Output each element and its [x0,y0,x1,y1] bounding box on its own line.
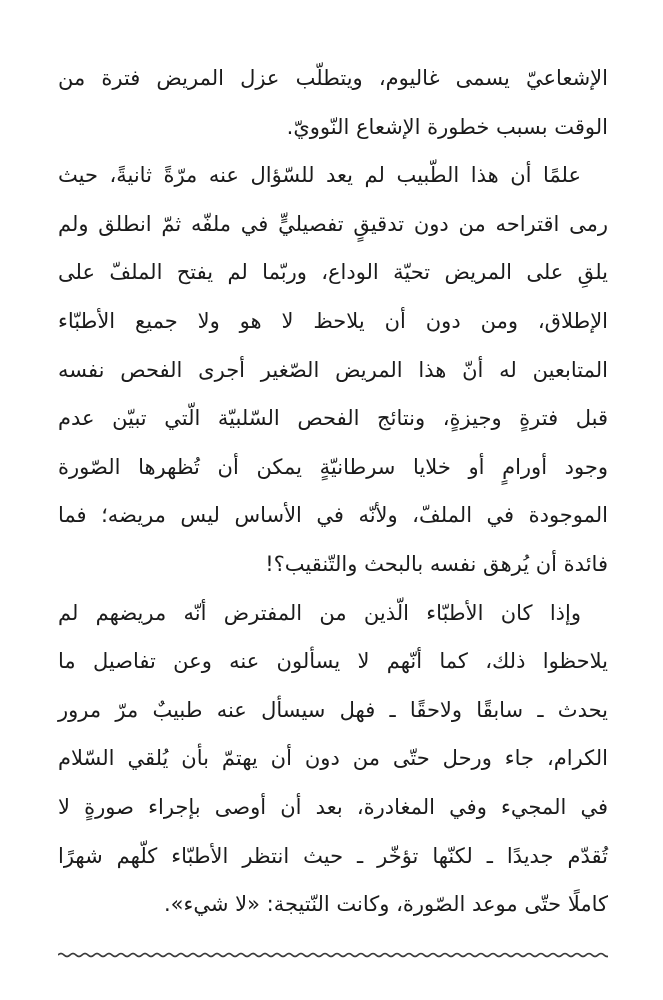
wavy-divider [58,948,608,962]
text-line: يحدث ـ سابقًا ولاحقًا ـ فهل سيسأل عنه طبيبٌ مرّ مرور [58,697,608,722]
paragraph-3 [58,589,608,929]
text-line: الموجودة في الملفّ، ولأنّه في الأساس ليس مريضه؛ فما [58,503,608,528]
text-line: يلاحظوا ذلك، كما أنّهم لا يسألون عنه وعن تفاصيل ما [58,649,608,674]
text-line: يلقِ على المريض تحيّة الوداع، وربّما لم يفتح الملفّ على [58,260,608,285]
text-line: علمًا أن هذا الطّبيب لم يعد للسّؤال عنه مرّةً ثانيةً، حيث [58,163,581,188]
body-text [58,54,608,929]
text-line: الإشعاعيّ يسمى غاليوم، ويتطلّب عزل المريض فترة من [58,66,608,90]
text-line: فائدة أن يُرهق نفسه بالبحث والتّنقيب؟! [265,551,608,576]
text-line: في المجيء وفي المغادرة، بعد أن أوصى بإجراء صورةٍ لا [58,794,608,819]
text-line: الكرام، جاء ورحل حتّى من دون أن يهتمّ بأن يُلقي السّلام [58,746,608,771]
text-line: قبل فترةٍ وجيزةٍ، ونتائج الفحص السّلبيّة الّتي تبيّن عدم [58,406,608,431]
text-line: الوقت بسبب خطورة الإشعاع النّوويّ. [286,114,608,139]
paragraph-1 [58,54,608,151]
text-line: الإطلاق، ومن دون أن يلاحظ لا هو ولا جميع الأطبّاء [58,308,608,333]
text-line: كاملًا حتّى موعد الصّورة، وكانت النّتيجة: «لا شيء». [163,892,608,917]
paragraph-2 [58,151,608,588]
text-line: المتابعين له أنّ هذا المريض الصّغير أجرى الفحص نفسه [58,357,608,382]
text-line: رمى اقتراحه من دون تدقيقٍ تفصيليٍّ في ملفّه ثمّ انطلق ولم [58,211,608,236]
wavy-divider-line [58,954,608,957]
text-line: تُقدّم جديدًا ـ لكنّها تؤخّر ـ حيث انتظر الأطبّاء كلّهم شهرًا [58,843,608,868]
text-line: وإذا كان الأطبّاء الّذين من المفترض أنّه مريضهم لم [58,600,581,625]
text-line: وجود أورامٍ أو خلايا سرطانيّةٍ يمكن أن تُظهرها الصّورة [58,454,608,479]
